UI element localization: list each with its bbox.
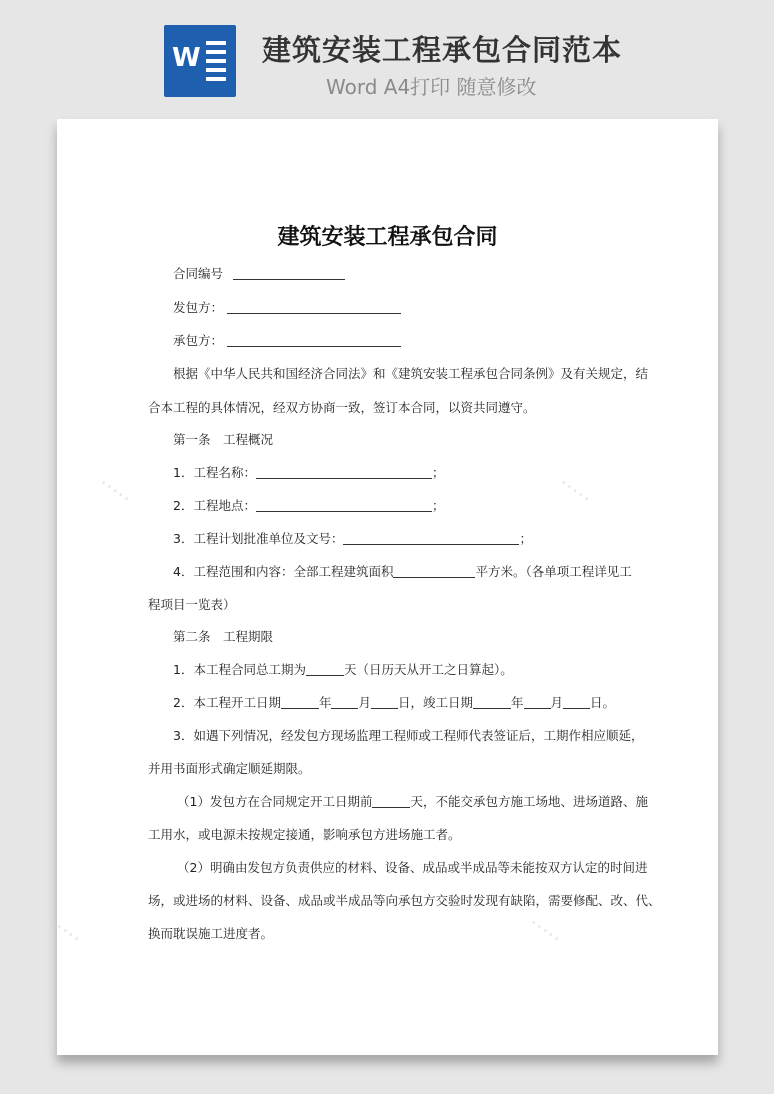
item-text: 年 <box>318 695 332 710</box>
item-text: 日。 <box>590 695 616 710</box>
item-text: 平方米。（各单项工程详见工 <box>475 564 632 579</box>
watermark: ····· <box>522 911 566 952</box>
start-day-blank <box>371 696 398 709</box>
sub-item-2: （2）明确由发包方负责供应的材料、设备、成品或半成品等未能按双方认定的时间进 <box>177 860 648 875</box>
punctuation: ； <box>519 531 532 546</box>
banner-title: 建筑安装工程承包合同范本 <box>262 33 623 67</box>
article-1-item-4-cont: 程项目一览表） <box>148 597 236 612</box>
party-a-label: 发包方： <box>173 300 224 315</box>
item-text: 日，竣工日期 <box>398 695 474 710</box>
party-b-line <box>173 333 401 349</box>
word-icon <box>164 25 236 97</box>
party-b-label: 承包方： <box>173 333 224 348</box>
contract-number-line <box>173 266 345 282</box>
article-2-item-3: 3．如遇下列情况，经发包方现场监理工程师或工程师代表签证后，工期作相应顺延， <box>173 728 644 743</box>
item-label: 1．本工程合同总工期为 <box>173 662 306 677</box>
contract-number-blank <box>233 267 345 280</box>
word-logo-lines <box>206 41 226 86</box>
duration-blank <box>306 663 344 676</box>
item-label: 2．工程地点： <box>173 498 256 513</box>
article-1-item-4 <box>173 564 632 580</box>
sub-item-2-cont-1: 场，或进场的材料、设备、成品或半成品等向承包方交验时发现有缺陷，需要修配、改、代、 <box>148 893 661 908</box>
end-year-blank <box>473 696 511 709</box>
days-blank <box>372 795 410 808</box>
item-text: 月 <box>358 695 371 710</box>
item-label: 4．工程范围和内容：全部工程建筑面积 <box>173 564 394 579</box>
word-logo-letter: W <box>172 43 201 73</box>
party-a-blank <box>227 301 401 314</box>
document-title: 建筑安装工程承包合同 <box>277 225 498 250</box>
article-2-heading: 第二条 工程期限 <box>173 629 274 644</box>
contract-number-label: 合同编号 <box>173 266 224 281</box>
watermark: ····· <box>42 911 86 952</box>
item-text: 月 <box>550 695 564 710</box>
article-2-item-2 <box>173 695 615 711</box>
article-2-item-3-cont: 并用书面形式确定顺延期限。 <box>148 761 311 776</box>
party-b-blank <box>227 334 401 347</box>
article-1-item-3 <box>173 531 532 547</box>
watermark: ····· <box>552 471 596 512</box>
area-blank <box>393 565 475 578</box>
item-label: （1）发包方在合同规定开工日期前 <box>177 794 373 809</box>
document-page <box>42 119 718 1055</box>
end-day-blank <box>563 696 590 709</box>
sub-item-1 <box>177 794 648 810</box>
start-year-blank <box>281 696 319 709</box>
watermark: ····· <box>92 471 136 512</box>
item-text: 天，不能交承包方施工场地、进场道路、施 <box>410 794 648 809</box>
project-location-blank <box>256 499 432 512</box>
punctuation: ； <box>431 498 445 513</box>
item-text: 年 <box>511 695 524 710</box>
banner <box>0 0 774 112</box>
punctuation: ； <box>431 465 445 480</box>
approval-blank <box>343 532 519 545</box>
sub-item-1-cont: 工用水，或电源未按规定接通，影响承包方进场施工者。 <box>148 827 461 842</box>
item-label: 1．工程名称： <box>173 465 256 480</box>
article-1-item-2 <box>173 498 444 514</box>
start-month-blank <box>331 696 358 709</box>
end-month-blank <box>524 696 551 709</box>
item-text: 天（日历天从开工之日算起）。 <box>343 662 513 677</box>
item-label: 2．本工程开工日期 <box>173 695 281 710</box>
preamble-line-1: 根据《中华人民共和国经济合同法》和《建筑安装工程承包合同条例》及有关规定，结 <box>173 366 649 381</box>
article-1-heading: 第一条 工程概况 <box>173 432 274 447</box>
preamble-line-2: 合本工程的具体情况，经双方协商一致，签订本合同，以资共同遵守。 <box>148 400 536 415</box>
article-2-item-1 <box>173 662 513 678</box>
article-1-item-1 <box>173 465 444 481</box>
item-label: 3．工程计划批准单位及文号： <box>173 531 344 546</box>
sub-item-2-cont-2: 换而耽误施工进度者。 <box>148 926 274 941</box>
banner-subtitle: Word A4打印 随意修改 <box>326 75 537 99</box>
project-name-blank <box>256 466 432 479</box>
party-a-line <box>173 300 401 316</box>
